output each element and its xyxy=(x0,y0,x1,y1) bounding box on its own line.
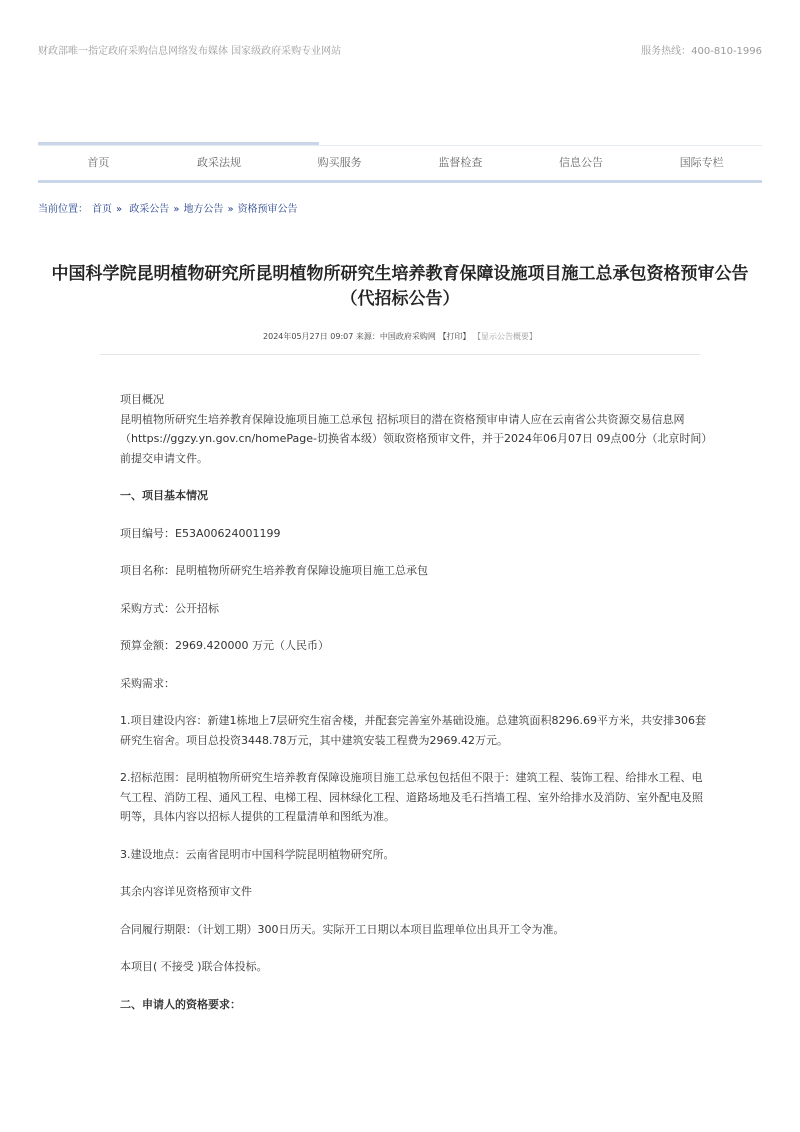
meta-divider xyxy=(100,354,700,355)
top-bar xyxy=(38,42,762,58)
requirement-1: 1.项目建设内容：新建1栋地上7层研究生宿舍楼，并配套完善室外基础设施。总建筑面积8296.69平方米，共安排306套研究生宿舍。项目总投资3448.78万元，其中建筑安装工程费为2969.42万元。 xyxy=(120,714,706,747)
main-nav xyxy=(38,145,762,181)
contract-period: 合同履行期限：（计划工期）300日历天。实际开工日期以本项目监理单位出具开工令为准。 xyxy=(120,922,565,936)
consortium-note: 本项目( 不接受 )联合体投标。 xyxy=(120,960,268,973)
overview-text: 昆明植物所研究生培养教育保障设施项目施工总承包 招标项目的潜在资格预审申请人应在云南省公共资源交易信息网（https://ggzy.yn.gov.cn/homePage-切换省本级）领取资格预审文件，并于2024年06月07日 09点00分（北京时间）前提交申请文件。 xyxy=(120,412,707,465)
requirement-3: 3.建设地点：云南省昆明市中国科学院昆明植物研究所。 xyxy=(120,847,395,861)
breadcrumb xyxy=(38,200,302,215)
nav-item-regulations[interactable]: 政采法规 xyxy=(197,156,241,169)
breadcrumb-local[interactable]: 地方公告 xyxy=(183,204,224,215)
breadcrumb-sep: » xyxy=(227,204,234,215)
section2-heading: 二、申请人的资格要求： xyxy=(120,997,241,1011)
breadcrumb-procurement[interactable]: 政采公告 xyxy=(129,204,170,215)
source-label: 来源： xyxy=(355,332,380,341)
procurement-method: 采购方式：公开招标 xyxy=(120,601,219,615)
site-slogan: 财政部唯一指定政府采购信息网络发布媒体 国家级政府采购专业网站 xyxy=(38,46,342,57)
breadcrumb-sep: » xyxy=(173,204,180,215)
overview-heading: 项目概况 xyxy=(120,393,164,406)
nav-divider xyxy=(38,180,762,183)
publish-date: 2024年05月27日 09:07 xyxy=(263,332,354,341)
print-link[interactable]: 【打印】 xyxy=(438,332,471,341)
breadcrumb-prefix: 当前位置： xyxy=(38,204,88,215)
article-meta xyxy=(100,331,700,342)
nav-item-supervision[interactable]: 监督检查 xyxy=(438,156,483,169)
source-name: 中国政府采购网 xyxy=(379,332,436,341)
breadcrumb-prequalification[interactable]: 资格预审公告 xyxy=(237,204,298,215)
nav-item-home[interactable]: 首页 xyxy=(87,156,110,169)
nav-item-announcements[interactable]: 信息公告 xyxy=(559,156,604,169)
other-details: 其余内容详见资格预审文件 xyxy=(120,885,252,898)
article-content xyxy=(120,390,710,1014)
section1-heading: 一、项目基本情况 xyxy=(120,489,208,502)
budget-amount: 预算金额：2969.420000 万元（人民币） xyxy=(120,639,329,652)
requirements-label: 采购需求： xyxy=(120,676,175,690)
breadcrumb-home[interactable]: 首页 xyxy=(92,204,112,215)
nav-item-services[interactable]: 购买服务 xyxy=(317,156,362,169)
service-hotline: 服务热线：400-810-1996 xyxy=(641,46,762,57)
requirement-2: 2.招标范围：昆明植物所研究生培养教育保障设施项目施工总承包包括但不限于：建筑工程、装饰工程、给排水工程、电气工程、消防工程、通风工程、电梯工程、园林绿化工程、道路场地及毛石挡墙工程、室外给排水及消防、室外配电及照明等，具体内容以招标人提供的工程量清单和图纸为准。 xyxy=(120,771,703,823)
nav-item-international[interactable]: 国际专栏 xyxy=(679,156,724,169)
project-number: 项目编号：E53A00624001199 xyxy=(120,526,281,540)
project-name: 项目名称：昆明植物所研究生培养教育保障设施项目施工总承包 xyxy=(120,564,428,577)
show-summary-link[interactable]: 【显示公告概要】 xyxy=(472,332,537,341)
breadcrumb-sep: » xyxy=(116,204,123,215)
page-title: 中国科学院昆明植物研究所昆明植物所研究生培养教育保障设施项目施工总承包资格预审公告（代招标公告） xyxy=(51,264,749,309)
